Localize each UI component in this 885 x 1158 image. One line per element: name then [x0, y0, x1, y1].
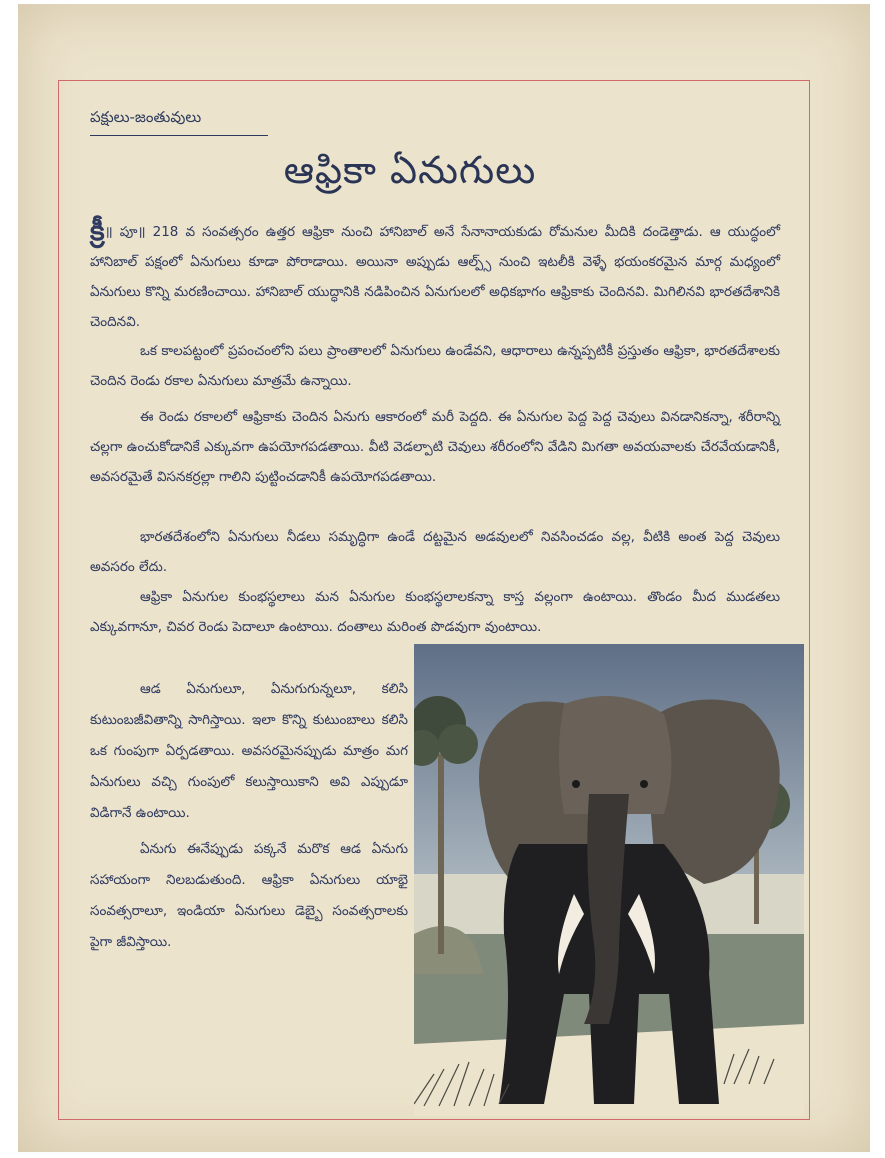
- paragraph-2: ఒక కాలపట్టంలో ప్రపంచంలోని పలు ప్రాంతాలలో ఏనుగులు ఉండేవని, ఆధారాలు ఉన్నప్పటికీ ప్రస్తుతం ఆఫ్రికా, భారతదేశాలకు చెందిన రెండు రకాల ఏనుగులు మాత్రమే ఉన్నాయి.: [90, 343, 780, 389]
- elephant-drawing: [414, 644, 804, 1116]
- paragraph-3: ఈ రెండు రకాలలో ఆఫ్రికాకు చెందిన ఏనుగు ఆకారంలో మరీ పెద్దది. ఈ ఏనుగుల పెద్ద పెద్ద చెవులు వినడానికన్నా, శరీరాన్ని చల్లగా ఉంచుకోడానికే ఎక్కువగా ఉపయోగపడతాయి. వీటి వెడల్పాటి చెవులు శరీరంలోని వేడిని మిగతా అవయవాలకు చేరవేయడానికీ, అవసరమైతే విసనకర్రల్లా గాలిని పుట్టించడానికీ ఉపయోగపడతాయి.: [90, 409, 780, 485]
- paragraph-5: ఆఫ్రికా ఏనుగుల కుంభస్థలాలు మన ఏనుగుల కుంభస్థలాలకన్నా కాస్త వల్లంగా ఉంటాయి. తొండం మీద ముడతలు ఎక్కువగానూ, చివర రెండు పెదాలూ ఉంటాయి. దంతాలు మరింత పొడవుగా వుంటాయి.: [90, 589, 780, 635]
- elephant-illustration: [414, 644, 804, 1116]
- paragraph-1-text: ॥ పూ॥ 218 వ సంవత్సరం ఉత్తర ఆఫ్రికా నుంచి హానిబాల్ అనే సేనానాయకుడు రోమనుల మీదికి దండెత్తాడు. ఆ యుద్ధంలో హానిబాల్ పక్షంలో ఏనుగులు కూడా పోరాడాయి. అయినా అప్పుడు ఆల్ప్స్ నుంచి ఇటలీకి వెళ్ళే భయంకరమైన మార్గ మధ్యంలో ఏనుగులు కొన్ని మరణించాయి. హానిబాల్ యుద్ధానికి నడిపించిన ఏనుగులలో అధికభాగం ఆఫ్రికాకు చెందినవి. మిగిలినవి భారతదేశానికి చెందినవి.: [90, 224, 780, 330]
- page-title: ఆఫ్రికా ఏనుగులు: [283, 148, 537, 192]
- paragraph-1: [90, 216, 780, 337]
- paragraph-6: ఆడ ఏనుగులూ, ఏనుగుగున్నలూ, కలిసి కుటుంబజీవితాన్ని సాగిస్తాయి. ఇలా కొన్ని కుటుంబాలు కలిసి ఒక గుంపుగా ఏర్పడతాయి. అవసరమైనప్పుడు మాత్రం మగ ఏనుగులు వచ్చి గుంపులో కలుస్తాయికాని అవి ఎప్పుడూ విడిగానే ఉంటాయి.: [90, 681, 408, 821]
- drop-cap: క్రీ: [90, 214, 105, 247]
- category-underline: [90, 135, 268, 136]
- section-category: పక్షులు-జంతువులు: [90, 108, 202, 126]
- paragraph-4: భారతదేశంలోని ఏనుగులు నీడలు సమృద్ధిగా ఉండే దట్టమైన అడవులలో నివసించడం వల్ల, వీటికి అంత పెద్ద చెవులు అవసరం లేదు.: [90, 529, 780, 575]
- paragraph-7: ఏనుగు ఈనేప్పుడు పక్కనే మరొక ఆడ ఏనుగు సహాయంగా నిలబడుతుంది. ఆఫ్రికా ఏనుగులు యాభై సంవత్సరాలూ, ఇండియా ఏనుగులు డెబ్బై సంవత్సరాలకు పైగా జీవిస్తాయి.: [90, 841, 408, 950]
